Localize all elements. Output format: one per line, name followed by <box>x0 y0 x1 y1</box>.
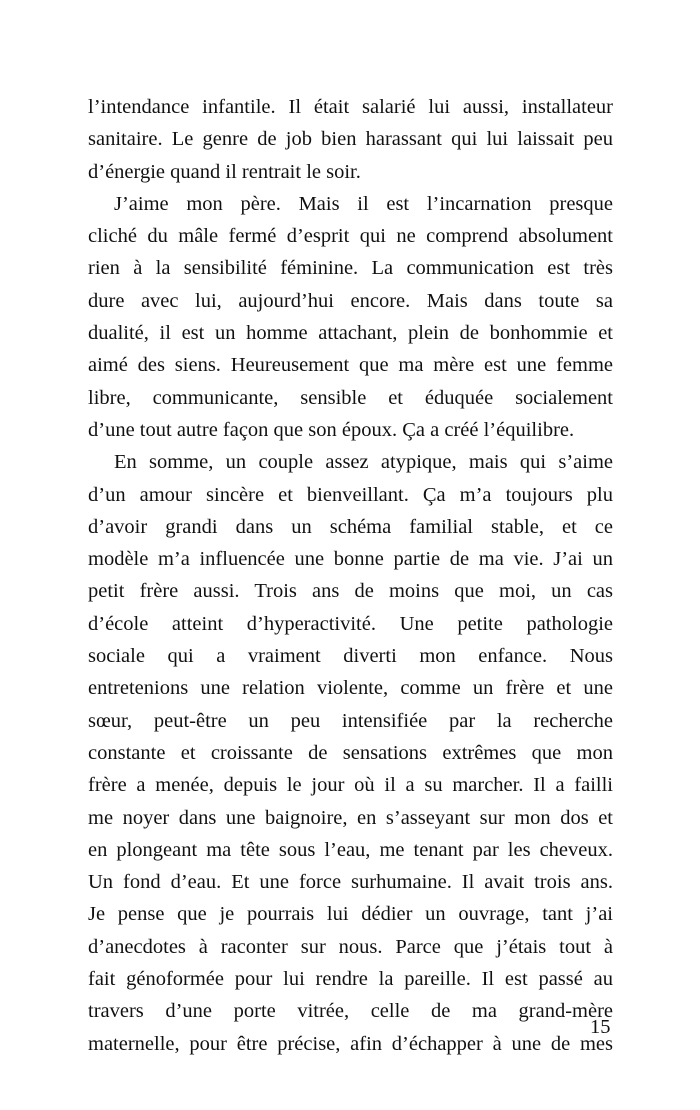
text-line: d’une tout autre façon que son époux. Ça a créé l’équilibre. <box>88 418 575 441</box>
text-line: travers d’une porte vitrée, celle de ma grand-mère <box>88 1000 613 1023</box>
text-line: sanitaire. Le genre de job bien harassant qui lui laissait peu <box>88 128 613 151</box>
text-line: me noyer dans une baignoire, en s’asseyant sur mon dos et <box>88 806 613 829</box>
text-line: En somme, un couple assez atypique, mais qui s’aime <box>114 451 613 474</box>
text-line: sociale qui a vraiment diverti mon enfance. Nous <box>88 645 613 668</box>
text-line: d’anecdotes à raconter sur nous. Parce que j’étais tout à <box>88 935 613 958</box>
text-line: rien à la sensibilité féminine. La communication est très <box>88 257 613 280</box>
text-line: sœur, peut-être un peu intensifiée par la recherche <box>88 709 613 732</box>
text-line: l’intendance infantile. Il était salarié lui aussi, installateur <box>88 96 613 118</box>
text-line: dure avec lui, aujourd’hui encore. Mais dans toute sa <box>88 289 613 312</box>
text-line: libre, communicante, sensible et éduquée socialement <box>88 386 613 409</box>
text-line: d’un amour sincère et bienveillant. Ça m’a toujours plu <box>88 483 613 506</box>
text-line: d’énergie quand il rentrait le soir. <box>88 160 361 183</box>
text-line: constante et croissante de sensations extrêmes que mon <box>88 741 613 764</box>
text-line: d’école atteint d’hyperactivité. Une petite pathologie <box>88 612 613 635</box>
text-line: fait génoformée pour lui rendre la pareille. Il est passé au <box>88 968 613 991</box>
text-line: Je pense que je pourrais lui dédier un ouvrage, tant j’ai <box>88 903 613 926</box>
text-line: dualité, il est un homme attachant, plein de bonhommie et <box>88 322 613 345</box>
text-line: J’aime mon père. Mais il est l’incarnation presque <box>114 192 613 215</box>
page-number: 15 <box>590 1016 611 1038</box>
text-line: entretenions une relation violente, comme un frère et une <box>88 677 613 700</box>
text-line: en plongeant ma tête sous l’eau, me tenant par les cheveux. <box>88 838 613 861</box>
text-line: aimé des siens. Heureusement que ma mère est une femme <box>88 354 613 377</box>
text-line: Un fond d’eau. Et une force surhumaine. Il avait trois ans. <box>88 871 613 894</box>
text-line: petit frère aussi. Trois ans de moins que moi, un cas <box>88 580 613 603</box>
text-line: modèle m’a influencée une bonne partie de ma vie. J’ai un <box>88 548 613 571</box>
text-line: frère a menée, depuis le jour où il a su marcher. Il a failli <box>88 774 613 797</box>
text-line: cliché du mâle fermé d’esprit qui ne comprend absolument <box>88 225 613 248</box>
text-line: maternelle, pour être précise, afin d’échapper à une de mes <box>88 1032 613 1055</box>
text-line: d’avoir grandi dans un schéma familial stable, et ce <box>88 515 613 538</box>
body-text <box>88 91 613 1060</box>
